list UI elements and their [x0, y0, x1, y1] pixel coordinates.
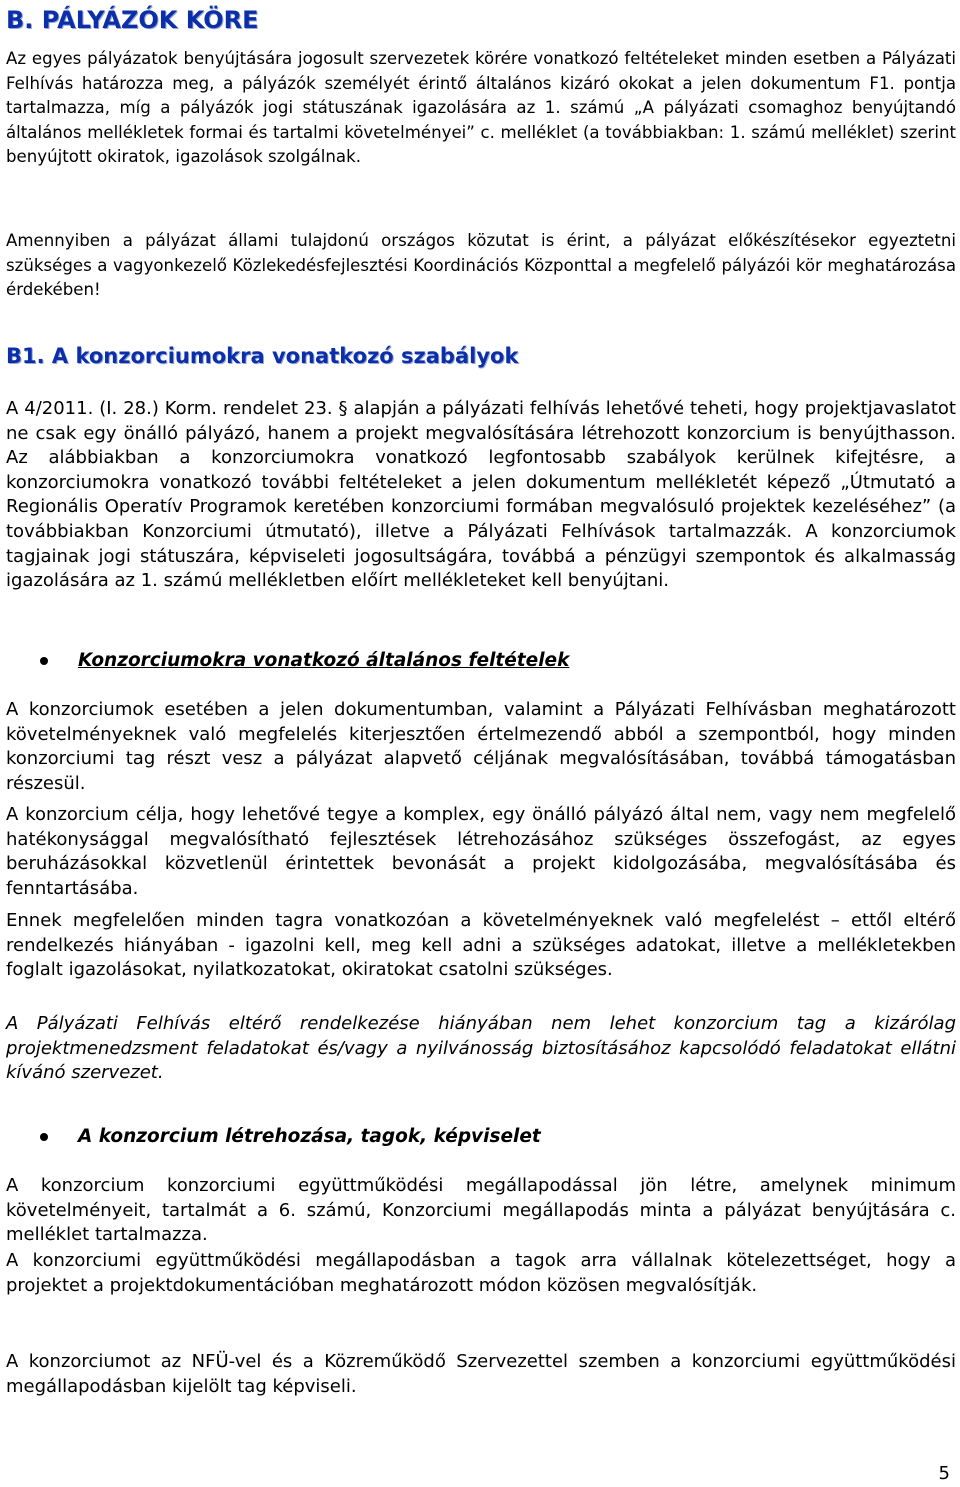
bullet-icon — [40, 657, 48, 665]
paragraph-requirements: A konzorciumok esetében a jelen dokumentumban, valamint a Pályázati Felhívásban meghatározott követelményeknek való megfelelés kiterjesztően értelmezendő abból a szempontból, hogy minden konzorciumi tag részt vesz a pályázat alapvető céljának megvalósításában, továbbá támogatásban részesül. — [6, 699, 956, 794]
paragraph-purpose: A konzorcium célja, hogy lehetővé tegye a komplex, egy önálló pályázó által nem, vagy nem megfelelő hatékonysággal megvalósítható fejlesztések létrehozásához szükséges összefogást, az egyes beruházásokkal közvetlenül érintettek bevonását a projekt kidolgozásába, megvalósításába és fenntartásába. — [6, 804, 956, 899]
page-number: 5 — [938, 1463, 950, 1484]
paragraph-road-note: Amennyiben a pályázat állami tulajdonú országos közutat is érint, a pályázat előkészítésekor egyeztetni szükséges a vagyonkezelő Közlekedésfejlesztési Koordinációs Központtal a megfelelő pályázói kör meghatározása érdekében! — [6, 231, 956, 299]
section-heading: B. PÁLYÁZÓK KÖRE — [6, 6, 259, 34]
bullet-icon — [40, 1133, 48, 1141]
paragraph-applicants: Az egyes pályázatok benyújtására jogosult szervezetek körére vonatkozó feltételeket minden esetben a Pályázati Felhívás határozza meg, a pályázók személyét érintő általános kizáró okokat a jelen dokumentum F1. pontja tartalmazza, míg a pályázók jogi státuszának igazolására az 1. számú „A pályázati csomaghoz benyújtandó általános mellékletek formai és tartalmi követelményei” c. melléklet (a továbbiakban: 1. számú melléklet) szerint benyújtott okiratok, igazolások szolgálnak. — [6, 49, 956, 166]
bullet-establishment-label: A konzorcium létrehozása, tagok, képviselet — [78, 1126, 541, 1147]
paragraph-representation: A konzorciumot az NFÜ-vel és a Közreműködő Szervezettel szemben a konzorciumi együttműködési megállapodásban kijelölt tag képviseli. — [6, 1351, 956, 1397]
paragraph-compliance: Ennek megfelelően minden tagra vonatkozóan a követelményeknek való megfelelést – ettől eltérő rendelkezés hiányában - igazolni kell, meg kell adni a szükséges adatokat, illetve a mellékletekben foglalt igazolásokat, nyilatkozatokat, okiratokat csatolni szükséges. — [6, 910, 956, 981]
paragraph-obligations: A konzorciumi együttműködési megállapodásban a tagok arra vállalnak kötelezettséget, hogy a projektet a projektdokumentációban meghatározott módon közösen megvalósítják. — [6, 1250, 956, 1296]
paragraph-consortium-rules: A 4/2011. (I. 28.) Korm. rendelet 23. § alapján a pályázati felhívás lehetővé teheti, hogy projektjavaslatot ne csak egy önálló pályázó, hanem a projekt megvalósítására létrehozott konzorcium is benyújthasson. Az alábbiakban a konzorciumokra vonatkozó legfontosabb szabályok kerülnek kifejtésre, a konzorciumokra vonatkozó további feltételeket a jelen dokumentum mellékletét képező „Útmutató a Regionális Operatív Programok keretében konzorciumi formában megvalósuló projektek kezeléséhez” (a továbbiakban Konzorciumi útmutató), illetve a Pályázati Felhívások tartalmazzák. A konzorciumok tagjainak jogi státuszára, képviseleti jogosultságára, továbbá a pénzügyi szempontok és alkalmasság igazolására az 1. számú mellékletben előírt mellékleteket kell benyújtani. — [6, 398, 956, 592]
paragraph-exclusion: A Pályázati Felhívás eltérő rendelkezése hiányában nem lehet konzorcium tag a kizárólag projektmenedzsment feladatokat és/vagy a nyilvánosság biztosításához kapcsolódó feladatokat ellátni kívánó szervezet. — [6, 1013, 956, 1084]
subsection-heading-b1: B1. A konzorciumokra vonatkozó szabályok — [6, 344, 519, 368]
paragraph-agreement: A konzorcium konzorciumi együttműködési megállapodással jön létre, amelynek minimum követelményeit, tartalmát a 6. számú, Konzorciumi megállapodás minta a pályázat benyújtására c. melléklet tartalmazza. — [6, 1175, 956, 1246]
bullet-general-conditions-label: Konzorciumokra vonatkozó általános feltételek — [78, 650, 570, 671]
